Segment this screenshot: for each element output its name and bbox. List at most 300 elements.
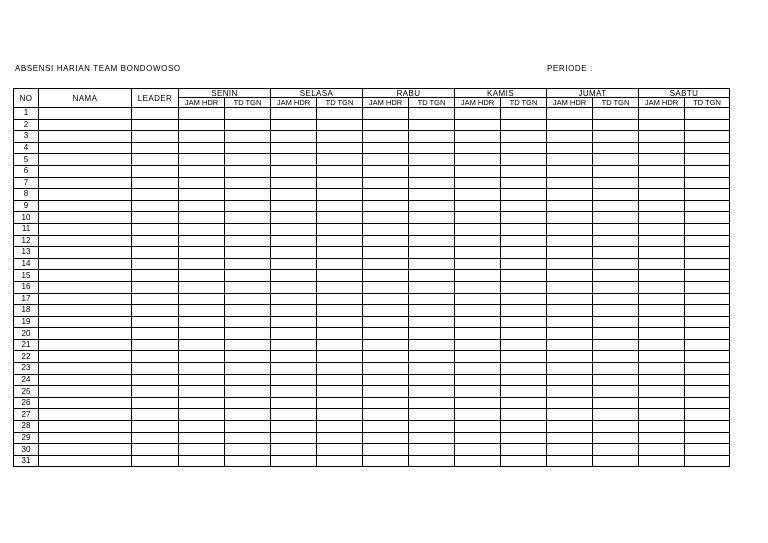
td-tgn-cell[interactable] <box>317 305 363 317</box>
jam-hdr-cell[interactable] <box>179 270 225 282</box>
jam-hdr-cell[interactable] <box>271 281 317 293</box>
td-tgn-cell[interactable] <box>409 339 455 351</box>
jam-hdr-cell[interactable] <box>179 421 225 433</box>
leader-cell[interactable] <box>132 397 179 409</box>
leader-cell[interactable] <box>132 374 179 386</box>
jam-hdr-cell[interactable] <box>179 165 225 177</box>
td-tgn-cell[interactable] <box>501 177 547 189</box>
td-tgn-cell[interactable] <box>317 328 363 340</box>
nama-cell[interactable] <box>39 293 132 305</box>
td-tgn-cell[interactable] <box>685 432 730 444</box>
jam-hdr-cell[interactable] <box>547 455 593 467</box>
td-tgn-cell[interactable] <box>593 293 639 305</box>
td-tgn-cell[interactable] <box>409 212 455 224</box>
jam-hdr-cell[interactable] <box>639 165 685 177</box>
td-tgn-cell[interactable] <box>593 177 639 189</box>
jam-hdr-cell[interactable] <box>547 363 593 375</box>
leader-cell[interactable] <box>132 444 179 456</box>
jam-hdr-cell[interactable] <box>455 328 501 340</box>
td-tgn-cell[interactable] <box>593 397 639 409</box>
nama-cell[interactable] <box>39 363 132 375</box>
jam-hdr-cell[interactable] <box>639 200 685 212</box>
nama-cell[interactable] <box>39 212 132 224</box>
td-tgn-cell[interactable] <box>501 108 547 120</box>
td-tgn-cell[interactable] <box>593 108 639 120</box>
jam-hdr-cell[interactable] <box>455 131 501 143</box>
td-tgn-cell[interactable] <box>225 154 271 166</box>
td-tgn-cell[interactable] <box>501 119 547 131</box>
jam-hdr-cell[interactable] <box>639 421 685 433</box>
jam-hdr-cell[interactable] <box>455 177 501 189</box>
td-tgn-cell[interactable] <box>225 386 271 398</box>
jam-hdr-cell[interactable] <box>179 247 225 259</box>
jam-hdr-cell[interactable] <box>455 119 501 131</box>
nama-cell[interactable] <box>39 247 132 259</box>
jam-hdr-cell[interactable] <box>179 432 225 444</box>
jam-hdr-cell[interactable] <box>179 177 225 189</box>
td-tgn-cell[interactable] <box>593 189 639 201</box>
td-tgn-cell[interactable] <box>409 108 455 120</box>
td-tgn-cell[interactable] <box>225 281 271 293</box>
jam-hdr-cell[interactable] <box>271 444 317 456</box>
jam-hdr-cell[interactable] <box>547 281 593 293</box>
td-tgn-cell[interactable] <box>225 444 271 456</box>
td-tgn-cell[interactable] <box>685 131 730 143</box>
nama-cell[interactable] <box>39 328 132 340</box>
jam-hdr-cell[interactable] <box>179 363 225 375</box>
nama-cell[interactable] <box>39 142 132 154</box>
jam-hdr-cell[interactable] <box>639 131 685 143</box>
td-tgn-cell[interactable] <box>685 421 730 433</box>
td-tgn-cell[interactable] <box>501 247 547 259</box>
td-tgn-cell[interactable] <box>317 258 363 270</box>
jam-hdr-cell[interactable] <box>179 397 225 409</box>
td-tgn-cell[interactable] <box>317 316 363 328</box>
jam-hdr-cell[interactable] <box>455 270 501 282</box>
td-tgn-cell[interactable] <box>225 363 271 375</box>
td-tgn-cell[interactable] <box>501 339 547 351</box>
td-tgn-cell[interactable] <box>225 421 271 433</box>
jam-hdr-cell[interactable] <box>547 189 593 201</box>
leader-cell[interactable] <box>132 235 179 247</box>
td-tgn-cell[interactable] <box>409 351 455 363</box>
jam-hdr-cell[interactable] <box>455 432 501 444</box>
td-tgn-cell[interactable] <box>317 165 363 177</box>
td-tgn-cell[interactable] <box>225 247 271 259</box>
td-tgn-cell[interactable] <box>225 328 271 340</box>
jam-hdr-cell[interactable] <box>363 316 409 328</box>
jam-hdr-cell[interactable] <box>639 409 685 421</box>
jam-hdr-cell[interactable] <box>271 200 317 212</box>
td-tgn-cell[interactable] <box>501 316 547 328</box>
leader-cell[interactable] <box>132 154 179 166</box>
td-tgn-cell[interactable] <box>593 200 639 212</box>
td-tgn-cell[interactable] <box>685 258 730 270</box>
td-tgn-cell[interactable] <box>409 119 455 131</box>
jam-hdr-cell[interactable] <box>547 328 593 340</box>
jam-hdr-cell[interactable] <box>363 363 409 375</box>
jam-hdr-cell[interactable] <box>363 247 409 259</box>
td-tgn-cell[interactable] <box>317 455 363 467</box>
td-tgn-cell[interactable] <box>593 142 639 154</box>
jam-hdr-cell[interactable] <box>455 305 501 317</box>
jam-hdr-cell[interactable] <box>271 339 317 351</box>
td-tgn-cell[interactable] <box>501 432 547 444</box>
jam-hdr-cell[interactable] <box>179 386 225 398</box>
td-tgn-cell[interactable] <box>501 235 547 247</box>
nama-cell[interactable] <box>39 281 132 293</box>
jam-hdr-cell[interactable] <box>455 455 501 467</box>
td-tgn-cell[interactable] <box>593 305 639 317</box>
td-tgn-cell[interactable] <box>409 409 455 421</box>
jam-hdr-cell[interactable] <box>547 119 593 131</box>
jam-hdr-cell[interactable] <box>639 339 685 351</box>
jam-hdr-cell[interactable] <box>547 223 593 235</box>
td-tgn-cell[interactable] <box>685 270 730 282</box>
jam-hdr-cell[interactable] <box>547 432 593 444</box>
jam-hdr-cell[interactable] <box>547 374 593 386</box>
td-tgn-cell[interactable] <box>593 444 639 456</box>
leader-cell[interactable] <box>132 270 179 282</box>
td-tgn-cell[interactable] <box>501 351 547 363</box>
td-tgn-cell[interactable] <box>685 281 730 293</box>
jam-hdr-cell[interactable] <box>271 212 317 224</box>
td-tgn-cell[interactable] <box>593 247 639 259</box>
td-tgn-cell[interactable] <box>225 200 271 212</box>
td-tgn-cell[interactable] <box>317 223 363 235</box>
jam-hdr-cell[interactable] <box>639 119 685 131</box>
td-tgn-cell[interactable] <box>501 189 547 201</box>
jam-hdr-cell[interactable] <box>179 142 225 154</box>
td-tgn-cell[interactable] <box>685 351 730 363</box>
nama-cell[interactable] <box>39 108 132 120</box>
nama-cell[interactable] <box>39 223 132 235</box>
td-tgn-cell[interactable] <box>685 235 730 247</box>
jam-hdr-cell[interactable] <box>179 444 225 456</box>
jam-hdr-cell[interactable] <box>455 200 501 212</box>
jam-hdr-cell[interactable] <box>639 328 685 340</box>
td-tgn-cell[interactable] <box>685 363 730 375</box>
td-tgn-cell[interactable] <box>593 328 639 340</box>
td-tgn-cell[interactable] <box>593 223 639 235</box>
leader-cell[interactable] <box>132 212 179 224</box>
jam-hdr-cell[interactable] <box>271 409 317 421</box>
jam-hdr-cell[interactable] <box>455 108 501 120</box>
jam-hdr-cell[interactable] <box>363 339 409 351</box>
jam-hdr-cell[interactable] <box>639 444 685 456</box>
jam-hdr-cell[interactable] <box>271 154 317 166</box>
jam-hdr-cell[interactable] <box>179 189 225 201</box>
td-tgn-cell[interactable] <box>409 281 455 293</box>
jam-hdr-cell[interactable] <box>455 281 501 293</box>
leader-cell[interactable] <box>132 305 179 317</box>
leader-cell[interactable] <box>132 258 179 270</box>
td-tgn-cell[interactable] <box>409 432 455 444</box>
jam-hdr-cell[interactable] <box>179 328 225 340</box>
nama-cell[interactable] <box>39 305 132 317</box>
td-tgn-cell[interactable] <box>409 165 455 177</box>
leader-cell[interactable] <box>132 189 179 201</box>
nama-cell[interactable] <box>39 455 132 467</box>
jam-hdr-cell[interactable] <box>271 328 317 340</box>
jam-hdr-cell[interactable] <box>455 351 501 363</box>
jam-hdr-cell[interactable] <box>455 258 501 270</box>
jam-hdr-cell[interactable] <box>363 409 409 421</box>
jam-hdr-cell[interactable] <box>455 189 501 201</box>
jam-hdr-cell[interactable] <box>363 281 409 293</box>
nama-cell[interactable] <box>39 409 132 421</box>
td-tgn-cell[interactable] <box>593 316 639 328</box>
jam-hdr-cell[interactable] <box>363 397 409 409</box>
jam-hdr-cell[interactable] <box>363 455 409 467</box>
td-tgn-cell[interactable] <box>225 189 271 201</box>
td-tgn-cell[interactable] <box>593 154 639 166</box>
td-tgn-cell[interactable] <box>409 154 455 166</box>
jam-hdr-cell[interactable] <box>547 444 593 456</box>
td-tgn-cell[interactable] <box>685 374 730 386</box>
leader-cell[interactable] <box>132 328 179 340</box>
jam-hdr-cell[interactable] <box>363 200 409 212</box>
jam-hdr-cell[interactable] <box>547 339 593 351</box>
td-tgn-cell[interactable] <box>593 455 639 467</box>
jam-hdr-cell[interactable] <box>639 386 685 398</box>
nama-cell[interactable] <box>39 270 132 282</box>
nama-cell[interactable] <box>39 386 132 398</box>
jam-hdr-cell[interactable] <box>363 270 409 282</box>
jam-hdr-cell[interactable] <box>179 281 225 293</box>
td-tgn-cell[interactable] <box>409 247 455 259</box>
jam-hdr-cell[interactable] <box>639 397 685 409</box>
td-tgn-cell[interactable] <box>317 351 363 363</box>
td-tgn-cell[interactable] <box>317 212 363 224</box>
jam-hdr-cell[interactable] <box>179 351 225 363</box>
jam-hdr-cell[interactable] <box>271 119 317 131</box>
jam-hdr-cell[interactable] <box>455 397 501 409</box>
td-tgn-cell[interactable] <box>685 409 730 421</box>
leader-cell[interactable] <box>132 339 179 351</box>
td-tgn-cell[interactable] <box>501 200 547 212</box>
nama-cell[interactable] <box>39 444 132 456</box>
jam-hdr-cell[interactable] <box>179 455 225 467</box>
td-tgn-cell[interactable] <box>225 223 271 235</box>
td-tgn-cell[interactable] <box>593 270 639 282</box>
td-tgn-cell[interactable] <box>225 339 271 351</box>
td-tgn-cell[interactable] <box>685 189 730 201</box>
td-tgn-cell[interactable] <box>409 363 455 375</box>
nama-cell[interactable] <box>39 154 132 166</box>
td-tgn-cell[interactable] <box>501 212 547 224</box>
jam-hdr-cell[interactable] <box>547 421 593 433</box>
td-tgn-cell[interactable] <box>685 328 730 340</box>
td-tgn-cell[interactable] <box>685 339 730 351</box>
td-tgn-cell[interactable] <box>225 409 271 421</box>
td-tgn-cell[interactable] <box>501 409 547 421</box>
td-tgn-cell[interactable] <box>501 444 547 456</box>
td-tgn-cell[interactable] <box>685 142 730 154</box>
td-tgn-cell[interactable] <box>225 177 271 189</box>
td-tgn-cell[interactable] <box>501 270 547 282</box>
jam-hdr-cell[interactable] <box>639 351 685 363</box>
jam-hdr-cell[interactable] <box>455 363 501 375</box>
td-tgn-cell[interactable] <box>317 293 363 305</box>
leader-cell[interactable] <box>132 386 179 398</box>
td-tgn-cell[interactable] <box>317 235 363 247</box>
leader-cell[interactable] <box>132 142 179 154</box>
jam-hdr-cell[interactable] <box>271 165 317 177</box>
td-tgn-cell[interactable] <box>501 363 547 375</box>
td-tgn-cell[interactable] <box>317 119 363 131</box>
jam-hdr-cell[interactable] <box>547 351 593 363</box>
jam-hdr-cell[interactable] <box>271 386 317 398</box>
leader-cell[interactable] <box>132 131 179 143</box>
jam-hdr-cell[interactable] <box>179 108 225 120</box>
jam-hdr-cell[interactable] <box>179 258 225 270</box>
td-tgn-cell[interactable] <box>409 177 455 189</box>
td-tgn-cell[interactable] <box>501 223 547 235</box>
jam-hdr-cell[interactable] <box>363 119 409 131</box>
nama-cell[interactable] <box>39 177 132 189</box>
leader-cell[interactable] <box>132 455 179 467</box>
td-tgn-cell[interactable] <box>409 374 455 386</box>
nama-cell[interactable] <box>39 200 132 212</box>
nama-cell[interactable] <box>39 131 132 143</box>
jam-hdr-cell[interactable] <box>455 165 501 177</box>
td-tgn-cell[interactable] <box>501 421 547 433</box>
td-tgn-cell[interactable] <box>685 316 730 328</box>
jam-hdr-cell[interactable] <box>547 165 593 177</box>
jam-hdr-cell[interactable] <box>179 119 225 131</box>
leader-cell[interactable] <box>132 247 179 259</box>
leader-cell[interactable] <box>132 351 179 363</box>
nama-cell[interactable] <box>39 165 132 177</box>
jam-hdr-cell[interactable] <box>271 270 317 282</box>
td-tgn-cell[interactable] <box>409 421 455 433</box>
jam-hdr-cell[interactable] <box>639 108 685 120</box>
td-tgn-cell[interactable] <box>501 281 547 293</box>
jam-hdr-cell[interactable] <box>455 235 501 247</box>
td-tgn-cell[interactable] <box>593 421 639 433</box>
leader-cell[interactable] <box>132 363 179 375</box>
td-tgn-cell[interactable] <box>225 305 271 317</box>
jam-hdr-cell[interactable] <box>455 293 501 305</box>
td-tgn-cell[interactable] <box>685 444 730 456</box>
td-tgn-cell[interactable] <box>501 131 547 143</box>
jam-hdr-cell[interactable] <box>271 142 317 154</box>
jam-hdr-cell[interactable] <box>363 212 409 224</box>
jam-hdr-cell[interactable] <box>363 305 409 317</box>
jam-hdr-cell[interactable] <box>363 131 409 143</box>
jam-hdr-cell[interactable] <box>271 455 317 467</box>
jam-hdr-cell[interactable] <box>639 316 685 328</box>
td-tgn-cell[interactable] <box>409 386 455 398</box>
td-tgn-cell[interactable] <box>317 281 363 293</box>
td-tgn-cell[interactable] <box>225 108 271 120</box>
td-tgn-cell[interactable] <box>225 212 271 224</box>
jam-hdr-cell[interactable] <box>547 397 593 409</box>
jam-hdr-cell[interactable] <box>639 363 685 375</box>
td-tgn-cell[interactable] <box>317 108 363 120</box>
nama-cell[interactable] <box>39 258 132 270</box>
td-tgn-cell[interactable] <box>501 293 547 305</box>
td-tgn-cell[interactable] <box>317 432 363 444</box>
leader-cell[interactable] <box>132 165 179 177</box>
td-tgn-cell[interactable] <box>317 444 363 456</box>
td-tgn-cell[interactable] <box>317 177 363 189</box>
jam-hdr-cell[interactable] <box>455 374 501 386</box>
jam-hdr-cell[interactable] <box>363 108 409 120</box>
nama-cell[interactable] <box>39 189 132 201</box>
jam-hdr-cell[interactable] <box>271 421 317 433</box>
td-tgn-cell[interactable] <box>409 142 455 154</box>
td-tgn-cell[interactable] <box>317 247 363 259</box>
jam-hdr-cell[interactable] <box>547 316 593 328</box>
td-tgn-cell[interactable] <box>409 258 455 270</box>
jam-hdr-cell[interactable] <box>363 328 409 340</box>
jam-hdr-cell[interactable] <box>271 177 317 189</box>
jam-hdr-cell[interactable] <box>455 247 501 259</box>
leader-cell[interactable] <box>132 108 179 120</box>
td-tgn-cell[interactable] <box>593 386 639 398</box>
jam-hdr-cell[interactable] <box>179 212 225 224</box>
jam-hdr-cell[interactable] <box>547 247 593 259</box>
nama-cell[interactable] <box>39 432 132 444</box>
jam-hdr-cell[interactable] <box>639 235 685 247</box>
td-tgn-cell[interactable] <box>501 154 547 166</box>
td-tgn-cell[interactable] <box>317 339 363 351</box>
td-tgn-cell[interactable] <box>317 189 363 201</box>
td-tgn-cell[interactable] <box>409 131 455 143</box>
td-tgn-cell[interactable] <box>685 293 730 305</box>
nama-cell[interactable] <box>39 339 132 351</box>
td-tgn-cell[interactable] <box>593 409 639 421</box>
jam-hdr-cell[interactable] <box>363 386 409 398</box>
jam-hdr-cell[interactable] <box>639 281 685 293</box>
td-tgn-cell[interactable] <box>501 165 547 177</box>
td-tgn-cell[interactable] <box>225 270 271 282</box>
jam-hdr-cell[interactable] <box>639 293 685 305</box>
td-tgn-cell[interactable] <box>685 119 730 131</box>
td-tgn-cell[interactable] <box>317 421 363 433</box>
jam-hdr-cell[interactable] <box>547 108 593 120</box>
jam-hdr-cell[interactable] <box>271 305 317 317</box>
jam-hdr-cell[interactable] <box>179 154 225 166</box>
jam-hdr-cell[interactable] <box>547 200 593 212</box>
td-tgn-cell[interactable] <box>317 409 363 421</box>
jam-hdr-cell[interactable] <box>547 212 593 224</box>
leader-cell[interactable] <box>132 293 179 305</box>
td-tgn-cell[interactable] <box>225 293 271 305</box>
td-tgn-cell[interactable] <box>409 235 455 247</box>
jam-hdr-cell[interactable] <box>179 235 225 247</box>
jam-hdr-cell[interactable] <box>271 374 317 386</box>
td-tgn-cell[interactable] <box>593 363 639 375</box>
jam-hdr-cell[interactable] <box>363 293 409 305</box>
td-tgn-cell[interactable] <box>317 200 363 212</box>
jam-hdr-cell[interactable] <box>455 409 501 421</box>
td-tgn-cell[interactable] <box>593 281 639 293</box>
jam-hdr-cell[interactable] <box>639 223 685 235</box>
leader-cell[interactable] <box>132 200 179 212</box>
jam-hdr-cell[interactable] <box>363 351 409 363</box>
td-tgn-cell[interactable] <box>409 293 455 305</box>
td-tgn-cell[interactable] <box>685 455 730 467</box>
jam-hdr-cell[interactable] <box>639 247 685 259</box>
jam-hdr-cell[interactable] <box>271 131 317 143</box>
td-tgn-cell[interactable] <box>685 212 730 224</box>
nama-cell[interactable] <box>39 421 132 433</box>
td-tgn-cell[interactable] <box>593 339 639 351</box>
td-tgn-cell[interactable] <box>317 397 363 409</box>
